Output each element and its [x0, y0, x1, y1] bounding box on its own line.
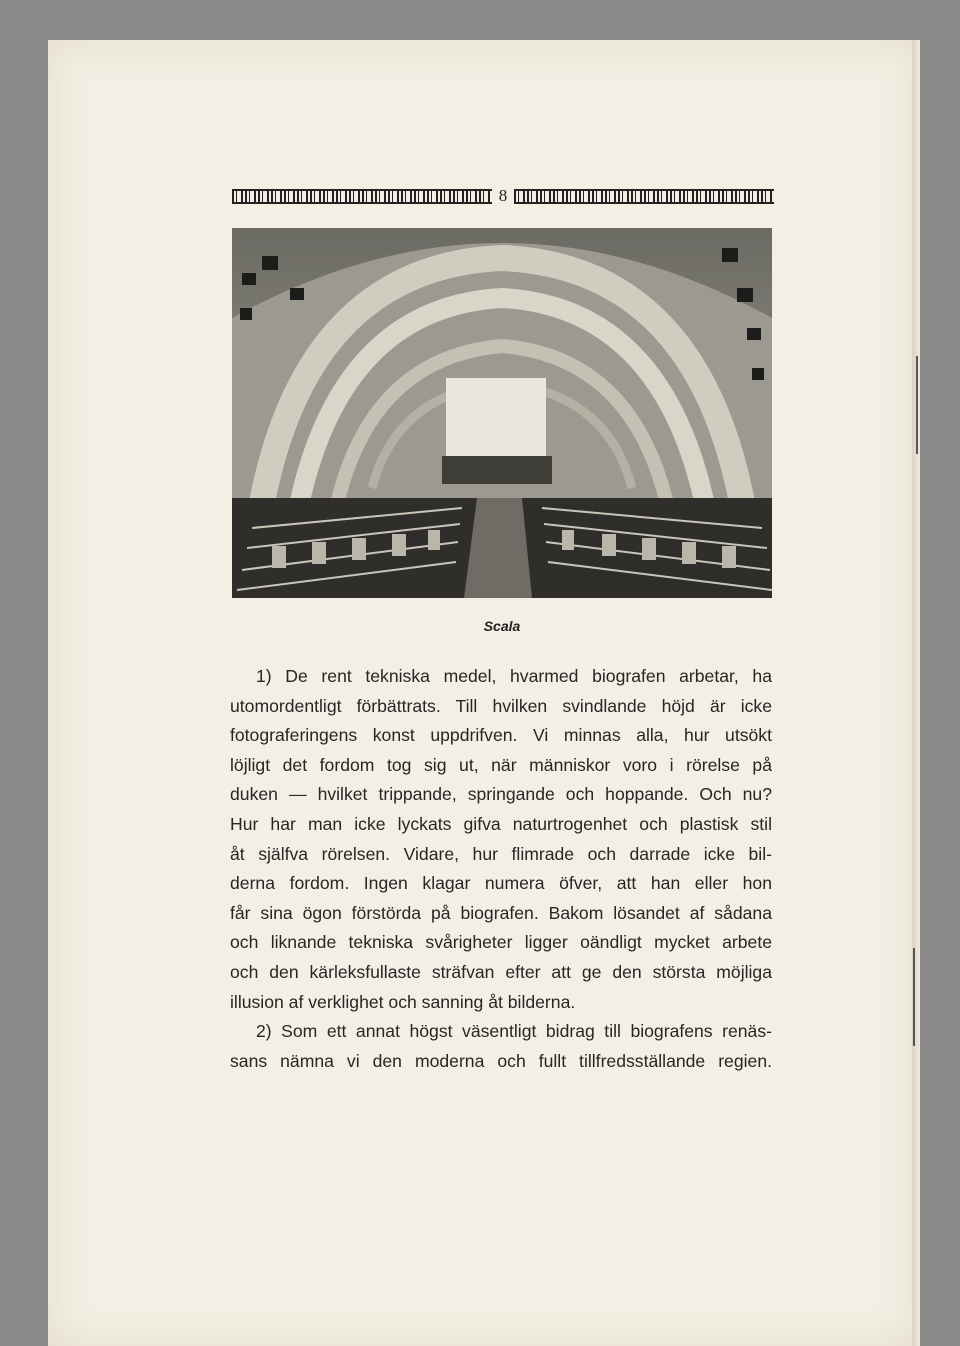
page-spine [912, 40, 920, 1346]
text-line: sans nämna vi den moderna och fullt tillfredsställande regien. [230, 1050, 772, 1071]
header-ornament-right [514, 189, 774, 204]
text-line: löjligt det fordom tog sig ut, när människor voro i rörelse på [230, 754, 772, 775]
text-line: duken — hvilket trippande, springande och hoppande. Och nu? [230, 784, 772, 805]
staple-bottom [913, 948, 915, 1046]
page-header [232, 186, 774, 206]
text-line: Hur har man icke lyckats gifva naturtrogenhet och plastisk stil [230, 813, 772, 834]
text-line: får sina ögon förstörda på biografen. Bakom lösandet af sådana [230, 902, 772, 923]
text-line: derna fordom. Ingen klagar numera öfver, att han eller hon [230, 873, 772, 894]
text-line: utomordentligt förbättrats. Till hvilken svindlande höjd är icke [230, 695, 772, 716]
text-line: och den kärleksfullaste sträfvan efter att ge den största möjliga [230, 961, 772, 982]
figure-caption: Scala [483, 618, 521, 634]
text-line: illusion af verklighet och sanning åt bilderna. [230, 991, 576, 1012]
paragraph-2 [230, 1017, 772, 1076]
cinema-photo-illustration [232, 228, 772, 598]
staple-top [916, 356, 918, 454]
cinema-interior-photo [232, 228, 772, 598]
text-line: 1) De rent tekniska medel, hvarmed biografen arbetar, ha [256, 666, 772, 686]
text-line: åt själfva rörelsen. Vidare, hur flimrade och darrade icke bil- [230, 843, 772, 864]
text-line: fotograferingens konst uppdrifven. Vi minnas alla, hur utsökt [230, 725, 772, 746]
text-line: 2) Som ett annat högst väsentligt bidrag till biografens renäs- [256, 1021, 772, 1042]
header-ornament-left [232, 189, 492, 204]
paragraph-1 [230, 662, 772, 1017]
body-text [230, 662, 772, 1076]
page-number: 8 [498, 186, 508, 205]
background-edge [920, 40, 960, 1346]
text-line: och liknande tekniska svårigheter ligger oändligt mycket arbete [230, 932, 772, 953]
